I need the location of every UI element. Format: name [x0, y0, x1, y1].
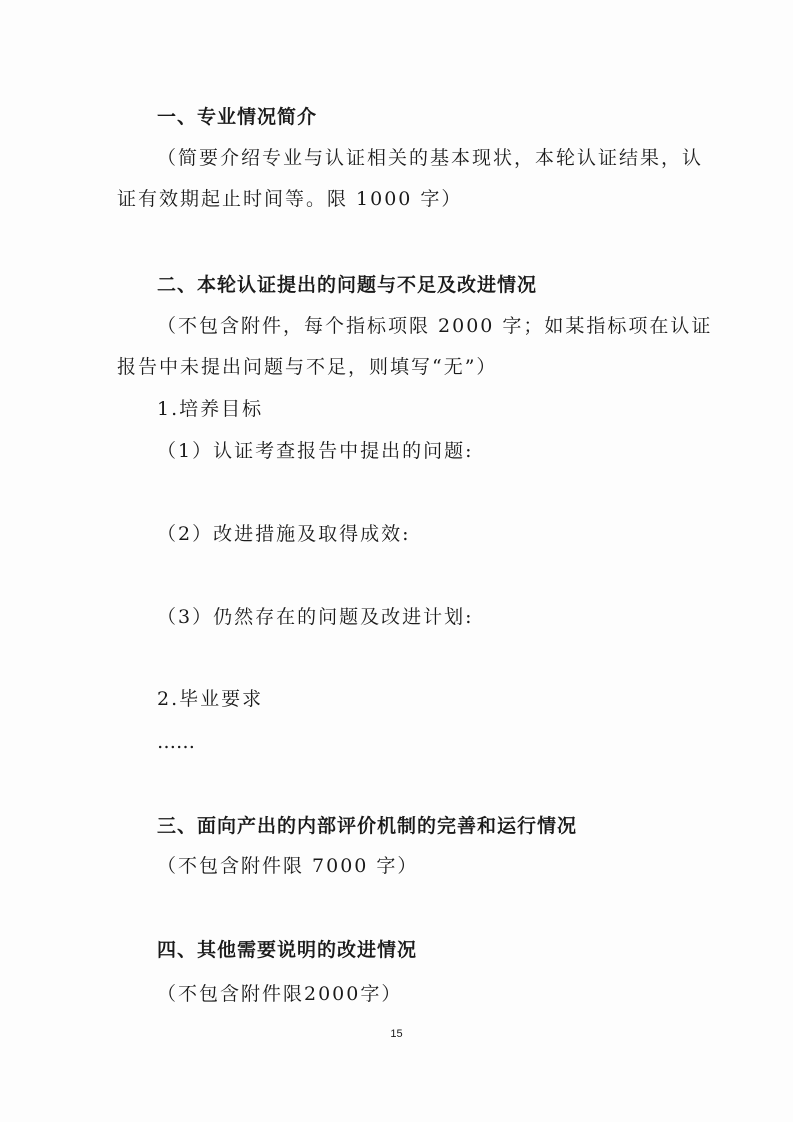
section-2-title: 二、本轮认证提出的问题与不足及改进情况	[157, 274, 538, 296]
item-1-question-2: （2）改进措施及取得成效:	[157, 523, 411, 545]
section-3-title: 三、面向产出的内部评价机制的完善和运行情况	[157, 815, 578, 837]
item-2-title: 2.毕业要求	[157, 688, 264, 710]
section-2-note-line-1: （不包含附件，每个指标项限 2000 字；如某指标项在认证	[157, 315, 713, 337]
section-1-note-line-2: 证有效期起止时间等。限 1000 字）	[117, 188, 463, 210]
section-3-note: （不包含附件限 7000 字）	[157, 855, 419, 877]
item-1-question-1: （1）认证考查报告中提出的问题:	[157, 440, 474, 462]
page-number: 15	[390, 1028, 403, 1040]
section-1-title: 一、专业情况简介	[157, 106, 318, 128]
section-4-title: 四、其他需要说明的改进情况	[157, 939, 418, 961]
item-1-title: 1.培养目标	[157, 398, 264, 420]
item-1-question-3: （3）仍然存在的问题及改进计划:	[157, 606, 474, 628]
section-2-note-line-2: 报告中未提出问题与不足，则填写“无”）	[117, 356, 498, 378]
ellipsis: ……	[157, 731, 195, 753]
section-4-note: （不包含附件限2000字）	[157, 983, 403, 1005]
section-1-note-line-1: （简要介绍专业与认证相关的基本现状，本轮认证结果，认	[157, 147, 704, 169]
